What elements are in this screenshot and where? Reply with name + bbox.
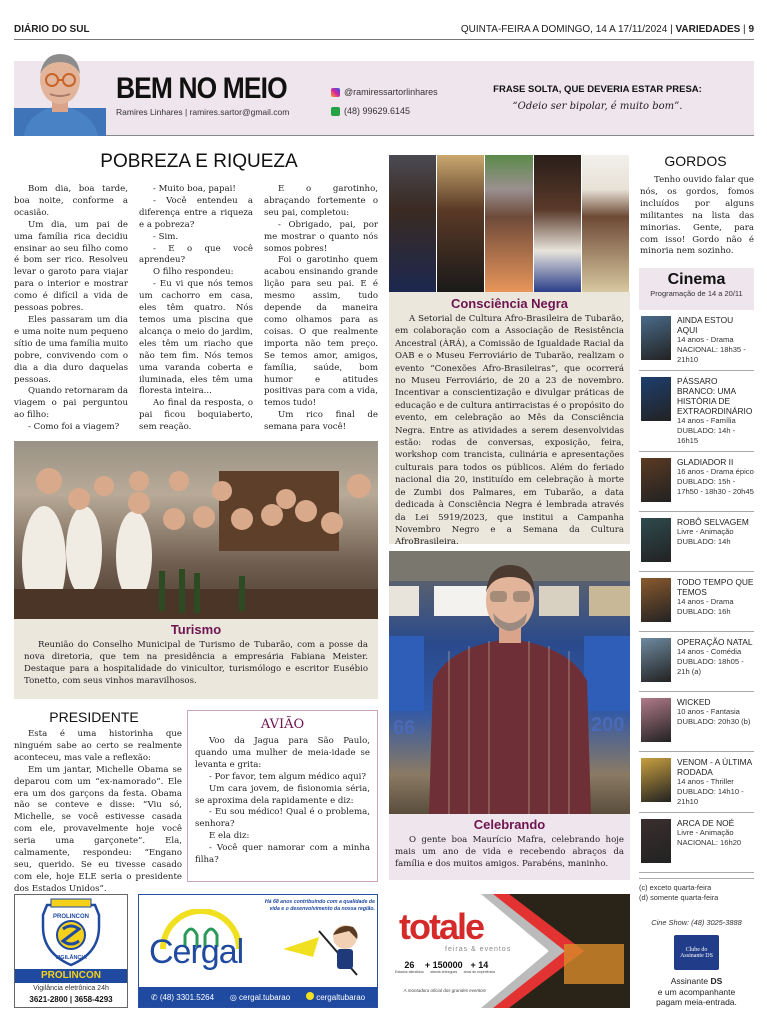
- paragraph: Foi o garotinho quem acabou ensinando grande lição para seu pai. E é mesmo assim, tudo depende da maneira como olhamos para as coisas. O que realmente importa não tem preço. Se temos amor, amigos, família, saúde, bom humor e atitudes positivas para com a vida, temos tudo!: [264, 255, 378, 409]
- social-contacts: [331, 84, 438, 122]
- ds-bold: DS: [710, 976, 723, 986]
- paragraph: O filho respondeu:: [153, 267, 234, 278]
- card-label: Clube do Assinante DS: [680, 947, 713, 959]
- paragraph: - Obrigado, pai, por me mostrar o quanto nós somos pobres!: [264, 219, 378, 254]
- movie-rating: 14 anos - Thriller: [677, 777, 734, 786]
- shield-arc-top: PROLINCON: [53, 914, 89, 920]
- article-title-aviao: AVIÃO: [260, 717, 305, 732]
- whatsapp-number: (48) 99629.6145: [344, 106, 411, 116]
- movie-poster: [641, 758, 671, 802]
- movie-poster: [641, 518, 671, 562]
- consciencia-negra-text: [389, 311, 630, 549]
- pobreza-column-2: [139, 184, 253, 434]
- ad-prolincon[interactable]: [14, 894, 128, 1008]
- movie-title: TODO TEMPO QUE TEMOS: [677, 577, 754, 597]
- movie-rating: 14 anos - Família: [677, 416, 736, 425]
- movie-rating: Livre - Animação: [677, 828, 734, 837]
- cinema-header: [639, 268, 754, 310]
- paragraph: Um cara jovem, de fisionomia séria, se aproxima dela rapidamente e diz:: [195, 783, 370, 806]
- cergal-phone-number: (48) 3301.5264: [159, 992, 215, 1002]
- instagram-contact: [331, 84, 438, 100]
- movie-poster: [641, 458, 671, 502]
- movie-list: [639, 310, 754, 873]
- celebrando-title: Celebrando: [473, 817, 546, 832]
- movie-item: [639, 572, 754, 632]
- cergal-brand: Cergal: [149, 933, 244, 971]
- paragraph: Bom dia, boa tarde, boa noite, conforme a ocasião.: [14, 184, 128, 218]
- section-name: VARIEDADES: [675, 24, 741, 35]
- celebrando-text: [389, 832, 630, 870]
- movie-rating: 10 anos - Fantasia: [677, 707, 740, 716]
- totale-stat: 26 Estados atendidos: [395, 960, 424, 974]
- movie-title: AINDA ESTOU AQUI: [677, 315, 734, 335]
- movie-item: [639, 692, 754, 752]
- gordos-text: [640, 175, 754, 258]
- ds-line3: pagam meia-entrada.: [656, 997, 737, 1007]
- movie-title: OPERAÇÃO NATAL: [677, 637, 753, 647]
- turismo-caption-box: [14, 619, 378, 699]
- article-title-pobreza: POBREZA E RIQUEZA: [100, 151, 298, 172]
- paragraph: - Você entendeu a diferença entre a riqueza e a pobreza?: [139, 195, 253, 230]
- photo-number-66: 66: [393, 717, 416, 739]
- facebook-icon: [306, 992, 314, 1000]
- date-text: QUINTA-FEIRA A DOMINGO, 14 A 17/11/2024: [460, 24, 668, 35]
- paragraph: Ao final da resposta, o pai ficou boquiaberto, sem reação.: [139, 398, 253, 433]
- consciencia-negra-caption-box: [389, 292, 630, 548]
- movie-item: [639, 813, 754, 873]
- paragraph: O gente boa Maurício Mafra, celebrando hoje mais um ano de vida e recebendo abraços da família e dos muitos amigos. Parabéns, maninho.: [395, 835, 624, 869]
- whatsapp-contact: [331, 103, 438, 119]
- prolincon-name: PROLINCON: [15, 969, 127, 983]
- cergal-instagram[interactable]: [230, 993, 290, 1002]
- movie-title: GLADIADOR II: [677, 457, 734, 467]
- cergal-contact-bar: [139, 987, 377, 1007]
- quote-title: FRASE SOLTA, QUE DEVERIA ESTAR PRESA:: [493, 84, 702, 95]
- movie-item: [639, 752, 754, 813]
- movie-times: NACIONAL: 16h20: [677, 838, 742, 847]
- consciencia-negra-title: Consciência Negra: [450, 296, 569, 311]
- prolincon-shield-logo: [15, 897, 127, 967]
- assinante-info: [639, 976, 754, 1008]
- article-title-gordos: GORDOS: [664, 153, 727, 169]
- movie-rating: 14 anos - Comédia: [677, 647, 742, 656]
- column-title: BEM NO MEIO: [116, 72, 287, 105]
- movie-title: PÁSSARO BRANCO: UMA HISTÓRIA DE EXTRAORDINÁRIO: [677, 376, 753, 416]
- column-author: Ramires Linhares | ramires.sartor@gmail.com: [116, 107, 290, 117]
- cinema-notes: [639, 878, 754, 903]
- instagram-icon: [331, 88, 340, 97]
- quote-text: “Odeio ser bipolar, é muito bom”.: [512, 101, 683, 112]
- prolincon-phones: 3621-2800 | 3658-4293: [29, 995, 113, 1004]
- movie-title: ARCA DE NOÉ: [677, 818, 735, 828]
- movie-item: [639, 512, 754, 572]
- date-section-line: QUINTA-FEIRA A DOMINGO, 14 A 17/11/2024 | VARIEDADES | 9: [460, 24, 754, 35]
- movie-poster: [641, 819, 671, 863]
- movie-times: NACIONAL: 18h35 - 21h10: [677, 345, 746, 364]
- photo-number-200: 200: [591, 714, 625, 736]
- movie-poster: [641, 377, 671, 421]
- columnist-photo: [14, 48, 106, 136]
- paragraph: Eles passaram um dia e uma noite num pequeno sítio de uma família muito pobre, convivendo com o dia a dia duro daquelas pessoas.: [14, 314, 128, 385]
- totale-sub: feiras & eventos: [445, 946, 512, 953]
- ds-line1: Assinante: [670, 976, 709, 986]
- turismo-title: Turismo: [170, 622, 222, 637]
- paragraph: Quando retornaram da viagem o pai perguntou ao filho:: [14, 386, 128, 421]
- pobreza-column-1: [14, 184, 128, 434]
- cergal-facebook-handle: cergaltubarao: [316, 993, 366, 1002]
- paragraph: - Sim.: [153, 231, 179, 242]
- instagram-handle: @ramiressartorlinhares: [344, 87, 438, 97]
- paragraph: E o garotinho, abraçando fortemente o seu pai, completou:: [264, 184, 378, 218]
- cergal-mascot: [279, 917, 369, 977]
- movie-title: VENOM - A ÚLTIMA RODADA: [677, 757, 752, 777]
- turismo-text: [14, 637, 378, 687]
- paragraph: Tenho ouvido falar que nós, os gordos, fomos incluídos por alguns militantes na lista das minorias. Gente, para com isso! Gordo não é minoria nem sozinho.: [640, 175, 754, 257]
- movie-times: DUBLADO: 14h: [677, 537, 731, 546]
- celebrando-caption-box: [389, 814, 630, 880]
- presidente-text: [14, 729, 182, 896]
- movie-item: [639, 371, 754, 452]
- ad-cergal[interactable]: [138, 894, 378, 1008]
- movie-item: [639, 632, 754, 692]
- paragraph: Em um jantar, Michelle Obama se deparou com um “ex-namorado”. Ele era um dos garçons da festa. Obama não se conteve e disse: “Viu só, Michelle, se você estivesse casada com ele, provavelmente hoje você seria uma garçonete”. Ela, calmamente, respondeu: “Engano seu, querido. Se eu tivesse casado com ele, hoje ELE seria o presidente dos Estados Unidos”.: [14, 764, 182, 894]
- movie-poster: [641, 698, 671, 742]
- cinema-title: Cinema: [667, 271, 726, 288]
- shield-arc-bottom: VIGILÂNCIA: [55, 955, 87, 961]
- movie-title: WICKED: [677, 697, 711, 707]
- aviao-box: [187, 710, 378, 882]
- aviao-text: [195, 736, 370, 867]
- note: (c) exceto quarta-feira: [639, 883, 712, 892]
- movie-rating: 16 anos - Drama épico: [677, 467, 754, 476]
- totale-stat: + 150000 stands entregues: [424, 960, 463, 974]
- movie-times: DUBLADO: 16h: [677, 607, 731, 616]
- cergal-phone[interactable]: [151, 993, 214, 1002]
- paragraph: A Setorial de Cultura Afro-Brasileira de Tubarão, em colaboração com a Associação de Resistência Ancestral (ÀRÁ), a Comissão de Igualdade Racial da OAB e o Museu Ferroviário de Tubarão, realizam o evento “Conexões Afro-Brasileiras”, que ocorrerá no Museu Ferroviário, de 20 a 23 de novembro. Incentivar a conscientização e divulgar práticas de educação e de cultura antirracistas é o propósito do evento, em celebração ao Mês da Consciência Negra. Entre as atividades a serem desenvolvidas estão: rodas de conversas, exposição, feira, workshop com trancista, culinária e apresentações culturais para todos os públicos. Além do feriado nacional dia 20, instituído em celebração à morte de Zumbi dos Palmares, em Tubarão, a data dedicada à Consciência Negra é lembrada através da Lei 5919/2023, que institui a Campanha Novembro Negro e a Semana da Cultura AfroBrasileira.: [395, 314, 624, 548]
- instagram-icon: ◎: [229, 992, 237, 1002]
- movie-item: [639, 452, 754, 512]
- cinema-subtitle: Programação de 14 a 20/11: [650, 289, 743, 298]
- paragraph: Reunião do Conselho Municipal de Turismo de Tubarão, com a posse da nova diretoria, que tem na presidência a empresária Fabiana Meister. Destaque para a hospitalidade do vinicultor, turismólogo e escritor Eusébio Tonetto, com seus vinhos maravilhosos.: [24, 640, 368, 686]
- paragraph: Um dia, um pai de uma família rica decidiu ensinar ao seu filho como é bom ser rico. Resolveu levar o garoto para viajar para o interior e mostrar como é difícil a vida de pessoas pobres.: [14, 219, 128, 314]
- paragraph: - Você quer namorar com a minha filha?: [195, 843, 370, 866]
- movie-times: DUBLADO: 15h - 17h50 - 18h30 - 20h45: [677, 477, 754, 496]
- movie-rating: Livre - Animação: [677, 527, 734, 536]
- cine-show-phone: Cine Show: (48) 3025-3888: [651, 918, 742, 927]
- movie-rating: 14 anos - Drama: [677, 597, 734, 606]
- paragraph: Um rico final de semana para você!: [264, 410, 378, 433]
- note: (d) somente quarta-feira: [639, 893, 719, 902]
- ds-line2: e um acompanhante: [657, 986, 736, 997]
- paragraph: - Por favor, tem algum médico aqui?: [209, 771, 366, 782]
- paragraph: - Muito boa, papai!: [153, 184, 236, 194]
- article-title-presidente: PRESIDENTE: [49, 709, 139, 725]
- movie-times: DUBLADO: 18h05 - 21h (a): [677, 657, 744, 676]
- totale-brand: totale: [399, 906, 484, 947]
- paragraph: - Eu sou médico! Qual é o problema, senhora?: [195, 807, 370, 830]
- cergal-instagram-handle: cergal.tubarao: [239, 992, 291, 1002]
- totale-stat: + 14 anos de experiência: [463, 960, 495, 974]
- movie-poster: [641, 578, 671, 622]
- cergal-slogan: Há 68 anos contribuindo com a qualidade de vida e o desenvolvimento da nossa região.: [264, 899, 375, 912]
- paragraph: Esta é uma historinha que ninguém sabe ao certo se realmente aconteceu, mas vale a reflexão:: [14, 729, 182, 763]
- prolincon-tagline: Vigilância eletrônica 24h: [33, 985, 109, 992]
- totale-tagline: A montadora oficial dos grandes eventos!: [403, 988, 487, 993]
- page-number: 9: [748, 24, 754, 35]
- clube-assinante-card: [674, 935, 719, 970]
- movie-times: DUBLADO: 20h30 (b): [677, 717, 751, 726]
- movie-rating: 14 anos - Drama: [677, 335, 734, 344]
- movie-item: [639, 310, 754, 371]
- movie-times: DUBLADO: 14h10 - 21h10: [677, 787, 744, 806]
- paragraph: E ela diz:: [209, 831, 250, 842]
- movie-poster: [641, 316, 671, 360]
- whatsapp-icon: ✆: [150, 992, 158, 1002]
- movie-times: DUBLADO: 14h - 16h15: [677, 426, 736, 445]
- paragraph: - E o que você aprendeu?: [139, 243, 253, 266]
- turismo-group-photo: [14, 441, 378, 619]
- paragraph: - Eu vi que nós temos um cachorro em casa, eles têm quatro. Nós temos uma piscina que alcança o meio do jardim, eles têm um riacho que não tem fim. Nós temos uma varanda coberta e iluminada, eles têm uma floresta inteira...: [139, 279, 253, 397]
- newspaper-name: DIÁRIO DO SUL: [14, 24, 90, 35]
- totale-stats: [395, 960, 495, 974]
- ad-totale[interactable]: [389, 894, 630, 1008]
- whatsapp-icon: [331, 107, 340, 116]
- movie-poster: [641, 638, 671, 682]
- pobreza-column-3: [264, 184, 378, 434]
- paragraph: - Como foi a viagem?: [28, 422, 120, 433]
- paragraph: Voo da Jagua para São Paulo, quando uma mulher de meia-idade se levanta e grita:: [195, 736, 370, 770]
- consciencia-negra-photo: [389, 155, 630, 292]
- movie-title: ROBÔ SELVAGEM: [677, 517, 749, 527]
- celebrando-photo: [389, 551, 630, 814]
- cergal-facebook[interactable]: [306, 992, 365, 1002]
- page-header: [14, 0, 754, 40]
